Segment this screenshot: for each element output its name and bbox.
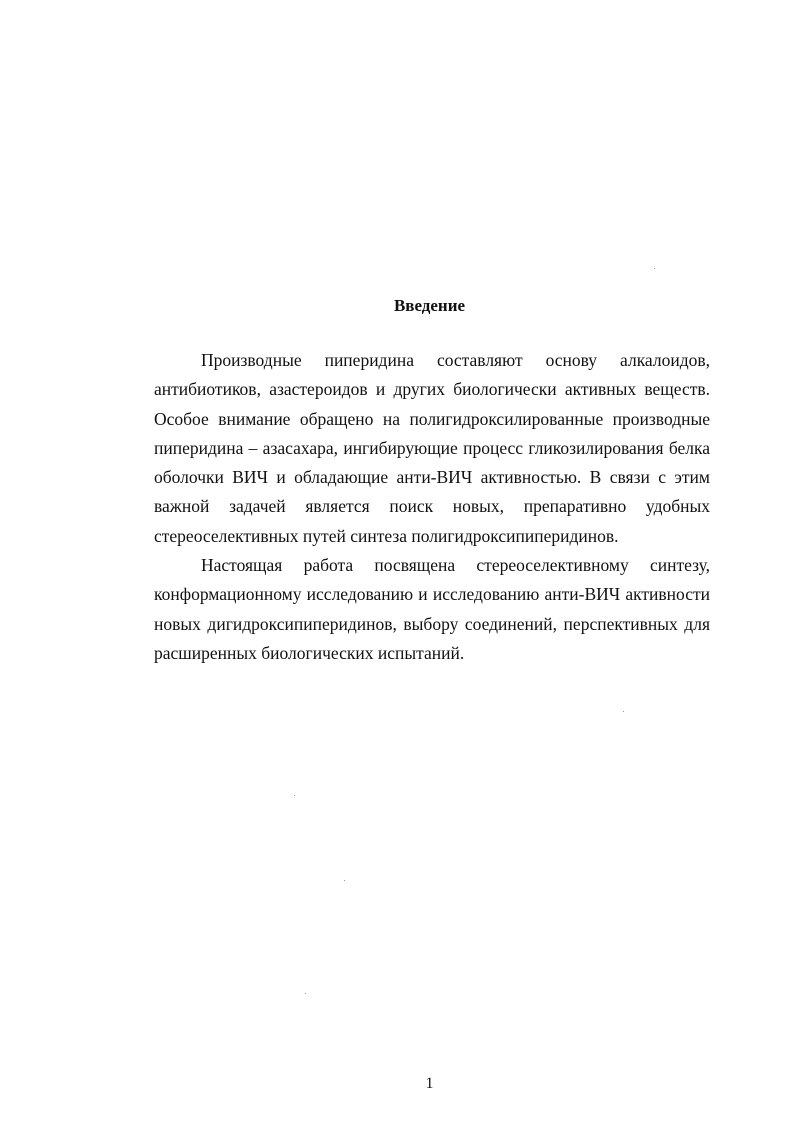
- section-title: Введение: [393, 296, 466, 315]
- scan-speck: [294, 795, 295, 796]
- body-text: [154, 346, 710, 668]
- scan-speck: [654, 268, 655, 269]
- paragraph-1: Производные пиперидина составляют основу алкалоидов, антибиотиков, азастероидов и других биологически активных веществ. Особое внимание обращено на полигидроксилированные производные пиперидина – азасахара, ингибирующие процесс гликозилирования белка оболочки ВИЧ и обладающие анти-ВИЧ активностью. В связи с этим важной задачей является поиск новых, препаративно удобных стереоселективных путей синтеза полигидроксипиперидинов.: [154, 350, 710, 546]
- scan-speck: [305, 993, 306, 994]
- scan-speck: [344, 880, 345, 881]
- scan-speck: [623, 711, 624, 712]
- page-number: 1: [425, 1075, 434, 1092]
- paragraph-2: Настоящая работа посвящена стереоселективному синтезу, конформационному исследованию и исследованию анти-ВИЧ активности новых дигидроксипиперидинов, выбору соединений, перспективных для расширенных биологических испытаний.: [154, 555, 710, 663]
